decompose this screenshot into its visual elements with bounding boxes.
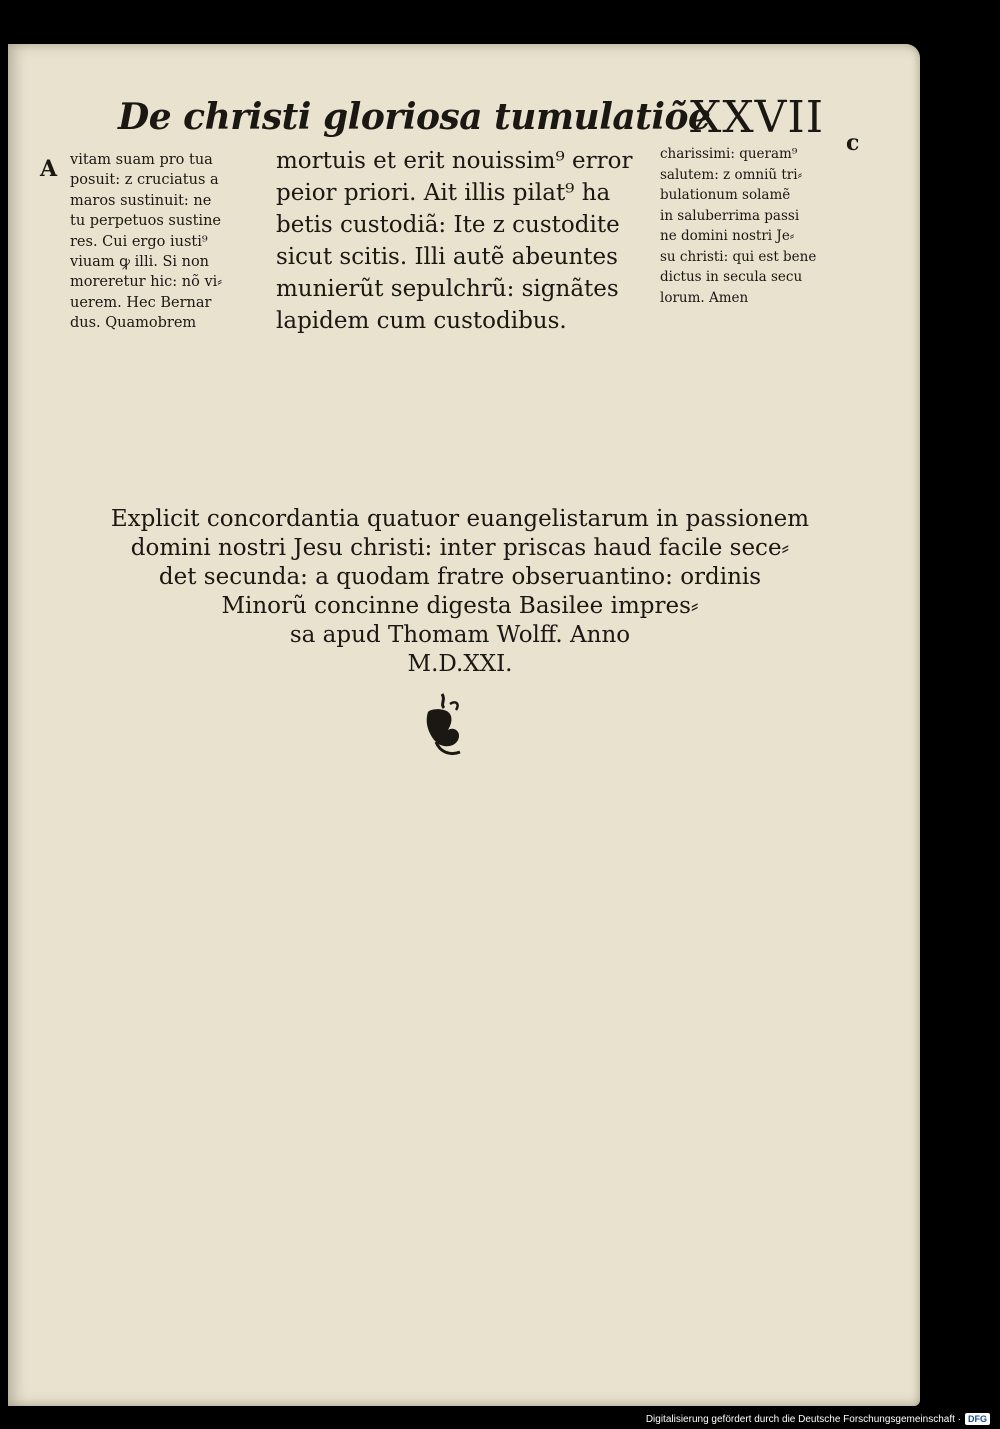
text-line: charissimi: queram⁹ [660, 146, 798, 162]
text-line: salutem: z omniũ tri⸗ [660, 166, 803, 183]
colophon-line: Minorũ concinne digesta Basilee impres⸗ [221, 593, 699, 619]
text-line: tu perpetuos sustine [70, 213, 221, 230]
fleuron-ornament-icon [420, 690, 470, 760]
initial-letter: A [40, 156, 58, 182]
text-line: in saluberrima passi [660, 207, 800, 224]
text-column-right [660, 144, 845, 308]
running-heading: De christi gloriosa tumulatiõe [118, 96, 711, 138]
colophon-line: Explicit concordantia quatuor euangelistarum in passionem [110, 506, 810, 532]
text-line: peior priori. Ait illis pilat⁹ ha [276, 180, 611, 206]
text-line: lorum. Amen [660, 289, 749, 306]
text-line: vitam suam pro tua [70, 152, 213, 168]
text-line: lapidem cum custodibus. [276, 308, 567, 334]
text-line: viuam ꝙ illi. Si non [70, 254, 210, 271]
text-column-left [70, 150, 260, 334]
text-column-middle [276, 145, 646, 337]
signature-mark: c [846, 130, 860, 156]
text-line: maros sustinuit: ne [70, 192, 212, 209]
colophon-line: sa apud Thomam Wolff. Anno [289, 622, 631, 648]
text-line: posuit: z cruciatus a [70, 172, 219, 189]
text-line: betis custodiã: Ite z custodite [276, 212, 620, 238]
footer-text: Digitalisierung gefördert durch die Deutsche Forschungsgemeinschaft · [645, 1413, 961, 1425]
text-line: moreretur hic: nõ vi⸗ [70, 274, 223, 291]
colophon [90, 505, 830, 679]
text-line: dictus in secula secu [660, 269, 803, 285]
text-line: su christi: qui est bene [660, 248, 817, 265]
colophon-line: M.D.XXI. [407, 651, 513, 677]
colophon-line: det secunda: a quodam fratre obseruantino: ordinis [158, 564, 762, 590]
text-line: ne domini nostri Je⸗ [660, 228, 795, 244]
folio-number: XXVII [690, 92, 825, 143]
text-line: dus. Quamobrem [70, 315, 197, 332]
text-line: munierũt sepulchrũ: signãtes [276, 276, 619, 302]
text-line: uerem. Hec Bernar [70, 294, 212, 311]
text-line: sicut scitis. Illi autẽ abeuntes [276, 244, 618, 270]
text-line: bulationum solamẽ [660, 187, 791, 203]
text-line: mortuis et erit nouissim⁹ error [276, 148, 633, 174]
footer-credit [646, 1413, 990, 1425]
dfg-logo-icon: DFG [965, 1413, 990, 1425]
text-line: res. Cui ergo iusti⁹ [70, 233, 208, 250]
colophon-line: domini nostri Jesu christi: inter priscas haud facile sece⸗ [130, 535, 790, 561]
